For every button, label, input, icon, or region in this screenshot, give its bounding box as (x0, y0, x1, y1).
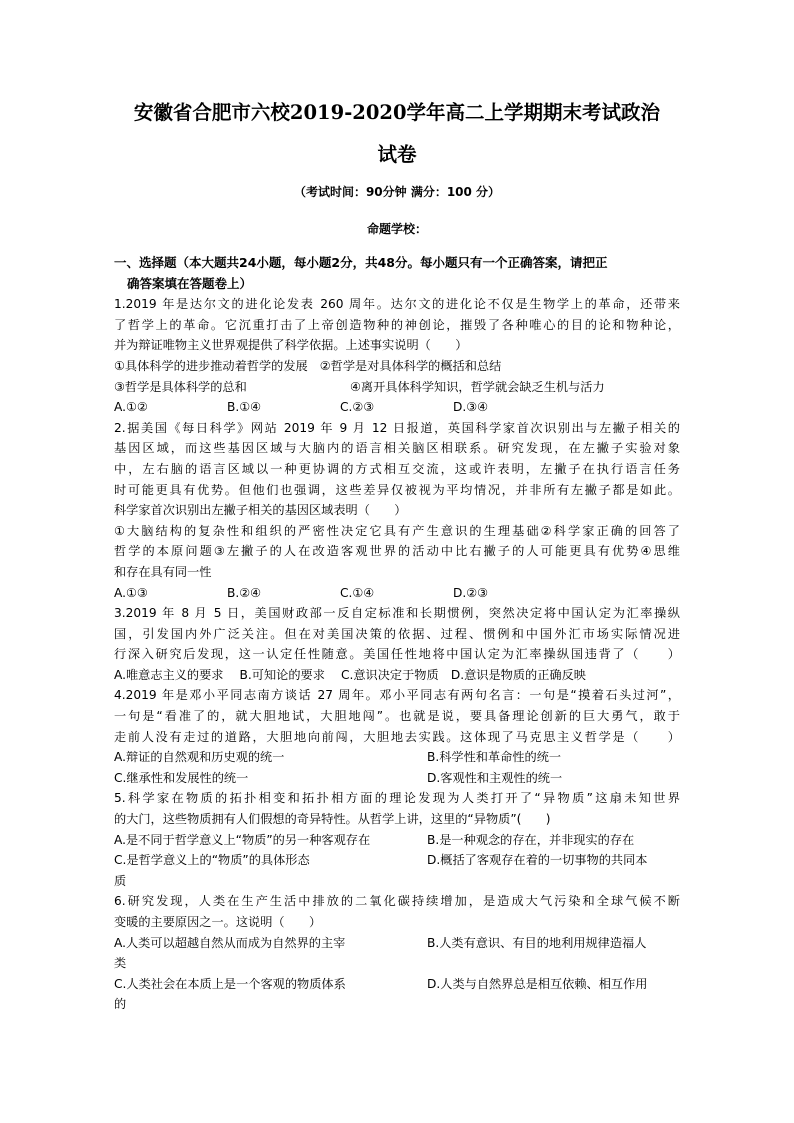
section-title: 一、选择题（本大题共24小题，每小题2分，共48分。每小题只有一个正确答案，请把正 (114, 255, 608, 270)
q5-option-c: C.是哲学意义上的“物质”的具体形态 (114, 853, 310, 868)
exam-title (100, 92, 694, 176)
q1-item-1: ①具体科学的进步推动着哲学的发展 (114, 358, 308, 373)
q1-stem-line: 1.2019 年是达尔文的进化论发表 260 周年。达尔文的进化论不仅是生物学上的革命，还带来 (114, 297, 680, 312)
q5-option-d-cont: 质 (114, 873, 127, 888)
q6-option-b: B.人类有意识、有目的地利用规律造福人 (427, 935, 647, 950)
q4-stem-line: 一句是“看准了的，就大胆地试，大胆地闯”。也就是说，要具备理论创新的巨大勇气，敢于 (114, 709, 680, 724)
q1-items-row (114, 377, 680, 398)
q1-option-a: A.①② (114, 400, 148, 415)
q2-option-b: B.②④ (227, 585, 262, 600)
q4-option-d: D.客观性和主观性的统一 (427, 770, 563, 785)
q1-options-row (114, 397, 680, 418)
q5-options-row (114, 850, 680, 871)
q4-options-row (114, 747, 680, 768)
q2-stem-line: 时可能更具有优势。但他们也强调，这些差异仅被视为平均情况，并非所有左撇子都是如此。 (114, 482, 680, 497)
question-4 (114, 685, 680, 788)
question-1 (114, 294, 680, 418)
question-body (114, 253, 680, 1015)
question-5 (114, 788, 680, 891)
q5-stem-line: 5.科学家在物质的拓扑相变和拓扑相方面的理论发现为人类打开了“异物质”这扇未知世界 (114, 791, 680, 806)
q5-stem-line: 的大门，这些物质拥有人们假想的奇异特性。从哲学上讲，这里的“异物质”( ) (114, 812, 551, 827)
q6-stem-line: 6.研究发现，人类在生产生活中排放的二氧化碳持续增加，是造成大气污染和全球气候不断 (114, 894, 680, 909)
q4-option-a: A.辩证的自然观和历史观的统一 (114, 750, 285, 765)
q5-option-b: B.是一种观念的存在，并非现实的存在 (427, 832, 635, 847)
q2-stem-line: 科学家首次识别出左撇子相关的基因区域表明（ ） (114, 503, 407, 518)
question-2 (114, 418, 680, 603)
q2-options-row (114, 583, 680, 604)
q1-stem-line: 了哲学上的革命。它沉重打击了上帝创造物种的神创论，摧毁了各种唯心的目的论和物种论， (114, 317, 680, 332)
q1-item-2: ②哲学是对具体科学的概括和总结 (319, 358, 502, 373)
q2-option-d: D.②③ (453, 585, 489, 600)
question-6 (114, 891, 680, 1015)
q4-option-c: C.继承性和发展性的统一 (114, 770, 249, 785)
q1-option-d: D.③④ (453, 400, 489, 415)
q5-option-a: A.是不同于哲学意义上“物质”的另一种客观存在 (114, 832, 371, 847)
q3-stem-line: 国，引发国内外广泛关注。但在对美国决策的依据、过程、惯例和中国外汇市场实际情况进 (114, 626, 680, 641)
q1-item-3: ③哲学是具体科学的总和 (114, 379, 247, 394)
q6-options-row (114, 933, 680, 954)
q6-option-a: A.人类可以超越自然从而成为自然界的主宰 (114, 935, 346, 950)
title-line-1: 安徽省合肥市六校2019-2020学年高二上学期期末考试政治 (133, 101, 661, 124)
q3-stem-line: 行深入研究后发现，这一认定任性随意。美国任性地将中国认定为汇率操纵国违背了（ ） (114, 647, 680, 662)
q1-option-b: B.①④ (227, 400, 262, 415)
q1-items-row (114, 356, 680, 377)
q4-option-b: B.科学性和革命性的统一 (427, 750, 562, 765)
q4-options-row (114, 768, 680, 789)
q5-options-row (114, 830, 680, 851)
q3-options-line: A.唯意志主义的要求 B.可知论的要求 C.意识决定于物质 D.意识是物质的正确反映 (114, 667, 586, 682)
q4-stem-line: 走前人没有走过的道路，大胆地向前闯，大胆地去实践。这体现了马克思主义哲学是（ ） (114, 729, 680, 744)
q2-option-c: C.①④ (340, 585, 375, 600)
q1-stem-line: 并为辩证唯物主义世界观提供了科学依据。上述事实说明（ ） (114, 338, 468, 353)
q6-option-d-cont: 的 (114, 997, 127, 1012)
q1-item-4: ④离开具体科学知识，哲学就会缺乏生机与活力 (350, 379, 605, 394)
section-title-cont: 确答案填在答题卷上） (127, 275, 253, 291)
section-heading (114, 253, 680, 294)
question-3 (114, 603, 680, 685)
q6-option-c: C.人类社会在本质上是一个客观的物质体系 (114, 976, 346, 991)
title-line-2: 试卷 (377, 143, 417, 166)
q2-stem-line: ①大脑结构的复杂性和组织的严密性决定它具有产生意识的生理基础②科学家正确的回答了 (114, 523, 680, 538)
q6-options-row (114, 974, 680, 995)
q5-option-d: D.概括了客观存在着的一切事物的共同本 (427, 853, 648, 868)
q2-stem-line: 中，左右脑的语言区域以一种更协调的方式相互交流，这或许表明，左撇子在执行语言任务 (114, 461, 680, 476)
q2-option-a: A.①③ (114, 585, 148, 600)
exam-info: （考试时间：90分钟 满分：100 分） (293, 185, 501, 199)
q1-option-c: C.②③ (340, 400, 375, 415)
q6-option-b-cont: 类 (114, 956, 127, 971)
q2-stem-line: 哲学的本原问题③左撇子的人在改造客观世界的活动中比右撇子的人可能更具有优势④思维 (114, 544, 680, 559)
q4-stem-line: 4.2019 年是邓小平同志南方谈话 27 周年。邓小平同志有两句名言：一句是“摸着石头过河”， (114, 688, 680, 703)
q2-stem-line: 基因区域，而这些基因区域与大脑内的语言相关脑区相联系。研究发现，在左撇子实验对象 (114, 441, 680, 456)
q6-stem-line: 变暖的主要原因之一。这说明（ ） (114, 915, 322, 929)
school-label: 命题学校： (366, 222, 427, 236)
q6-option-d: D.人类与自然界总是相互依赖、相互作用 (427, 976, 648, 991)
q2-stem-line: 2.据美国《每日科学》网站 2019 年 9 月 12 日报道，英国科学家首次识别出与左撇子相关的 (114, 420, 680, 435)
q2-stem-line: 和存在具有同一性 (114, 564, 212, 579)
q3-stem-line: 3.2019 年 8 月 5 日，美国财政部一反自定标准和长期惯例，突然决定将中国认定为汇率操纵 (114, 606, 680, 621)
